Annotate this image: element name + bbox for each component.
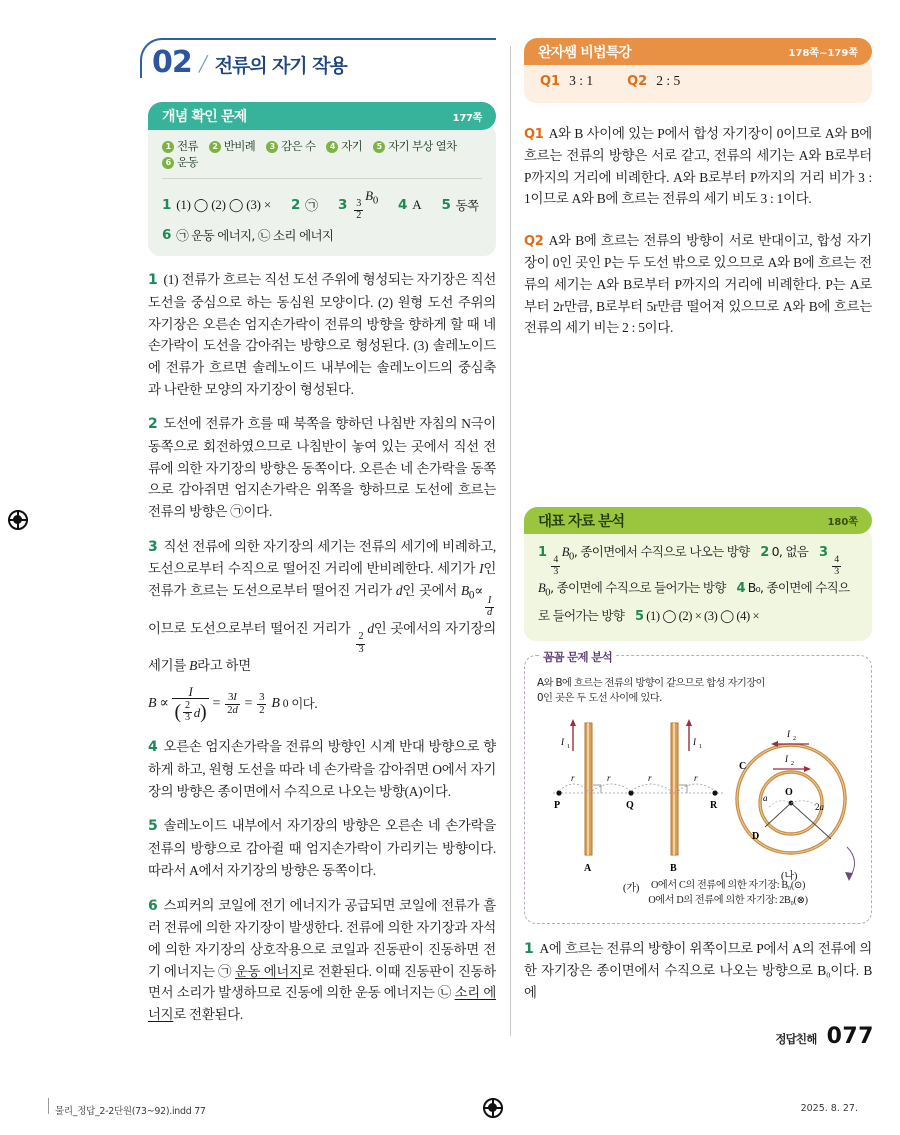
analysis-lead-line1: A와 B에 흐르는 전류의 방향이 같으므로 합성 자기장이: [537, 676, 765, 689]
data-analysis-title: 대표 자료 분석: [538, 514, 625, 531]
answer-item: [162, 197, 271, 213]
solution-text: 솔레노이드 내부에서 자기장의 방향은 오른손 네 손가락을 전류의 방향으로 감아쥘 때 엄지손가락이 가리키는 방향이다. 따라서 A에서 자기장의 방향은 동쪽이다.: [148, 818, 496, 878]
q2-solution-paragraph: [524, 230, 872, 339]
q2-answer: [627, 72, 680, 90]
svg-text:r: r: [694, 772, 698, 783]
figure-notes: [599, 878, 857, 909]
keyword-item: [326, 138, 362, 154]
solution-text-a: 직선 전류에 의한 자기장의 세기는 전류의 세기에 비례하고, 도선으로부터 수직으로 떨어진 거리에 반비례한다. 세기가: [148, 538, 496, 577]
solution-number: 5: [148, 818, 158, 835]
svg-text:I: I: [787, 728, 790, 739]
chapter-number: 02: [152, 45, 192, 80]
keyword-badge: 4: [326, 141, 338, 153]
bottom-solution-text: A에 흐르는 전류의 방향이 위쪽이므로 P에서 A의 전류에 의한 자기장은 종이면에서 수직으로 나오는 방향으로 B₀이다. B에: [524, 940, 872, 1000]
q1-answer: [540, 72, 593, 90]
concept-panel-tab: [148, 102, 496, 130]
analysis-lead-line2: 0인 곳은 두 도선 사이에 있다.: [537, 692, 662, 705]
page-number-label: 정답친해: [775, 1032, 817, 1046]
answer-value: A: [412, 196, 422, 212]
q2-solution-text: A와 B에 흐르는 전류의 방향이 서로 반대이고, 합성 자기장이 0인 곳인 P는 두 도선 밖으로 있으므로 A와 B에 흐르는 전류의 세기는 A와 B로부터 P까지의 거리에 비례한다. P는 A로부터 2r만큼, B로부터 5r만큼 떨어져 있으므로 A와 B에 흐르는 전류의 세기 비는 2 : 5이다.: [524, 233, 872, 336]
ga-number-1: 1: [538, 545, 547, 561]
q1-value: 3 : 1: [569, 73, 594, 88]
figure-area: [537, 711, 859, 911]
q2-value: 2 : 5: [656, 73, 681, 88]
solution-text: 오른손 엄지손가락을 전류의 방향인 시계 반대 방향으로 향하게 하고, 원형 도선을 따라 네 손가락을 감아쥐면 O에서 자기장의 방향은 종이면에서 수직으로 나오는 방향(A)이다.: [148, 739, 496, 799]
solution-number: 1: [148, 272, 158, 289]
keyword-label: 감은 수: [281, 139, 316, 153]
answer-number: 5: [441, 196, 451, 213]
q2-solution-label: Q2: [524, 234, 544, 250]
figure-note-2: O에서 D의 전류에 의한 자기장: 2B₀(⊗): [648, 895, 808, 907]
concept-panel-title: 개념 확인 문제: [162, 109, 247, 125]
solution-text-3: 로 전환된다.: [173, 1006, 243, 1022]
answer-number: 3: [337, 196, 348, 213]
answer-value-math: $\frac{3}{2}$ $B_0$: [356, 188, 379, 221]
svg-text:2: 2: [791, 760, 794, 767]
solution-number: 6: [148, 897, 158, 914]
answer-number: 6: [162, 227, 172, 244]
svg-text:I: I: [785, 753, 788, 764]
symbol-I: I: [479, 561, 484, 577]
svg-text:2: 2: [793, 735, 796, 742]
analysis-lead-text: [537, 676, 859, 707]
special-lecture-tab: [524, 38, 872, 65]
svg-text:r: r: [607, 772, 611, 783]
solution-text-1: 스피커의 코일에 전기 에너지가 공급되면 코일에 전류가 흘러 전류에 의한 자기장이 발생한다. 전류에 의한 자기장과 자석에 의한 자기장의 상호작용으로 코일과 진동판이 진동하면 전기 에너지는 ㉠: [148, 897, 496, 979]
svg-text:1: 1: [567, 743, 570, 750]
equation-line-3: B ∝ I ( $\frac{2}{3}$ d ) = $\frac{3I}{2d}$ = $\frac{3}{2}$ B 0 이다.: [148, 684, 318, 724]
answer-value: (1) ◯ (2) ◯ (3) ×: [176, 196, 271, 212]
answer-row-2: [162, 226, 482, 244]
answer-value: ㉠ 운동 에너지, ㉡ 소리 에너지: [176, 228, 334, 244]
solution-paragraph-1: [148, 269, 496, 400]
solution-text-d: 이므로 도선으로부터 떨어진 거리가: [148, 621, 355, 637]
column-divider: [510, 46, 511, 1036]
answer-item: [162, 226, 333, 244]
svg-text:r: r: [571, 772, 575, 783]
data-analysis-body: [524, 528, 872, 641]
footer-date: 2025. 8. 27.: [800, 1103, 858, 1114]
svg-text:I: I: [561, 736, 564, 747]
ga-text-1: , 종이면에서 수직으로 나오는 방향: [573, 544, 750, 560]
chapter-header: [148, 38, 496, 92]
keyword-label: 자기 부상 열차: [388, 139, 457, 153]
ga-text-2: 0, 없음: [771, 544, 809, 560]
special-lecture-panel: [524, 38, 872, 103]
q1-solution-text: A와 B 사이에 있는 P에서 합성 자기장이 0이므로 A와 B에 흐르는 전류의 방향은 서로 같고, 전류의 세기는 A와 B로부터 P까지의 거리에 비례한다. A와 B로부터 P까지의 거리 비가 3 : 1이므로 A와 B에 흐르는 전류의 세기 비도 3 : 1이다.: [524, 126, 872, 207]
solution-text-b: 인 전류가 흐르는 도선으로부터 떨어진 거리가: [148, 561, 496, 599]
bottom-solution-paragraph: [524, 938, 872, 1004]
special-lecture-title: 완자쌤 비법특강: [538, 44, 632, 61]
answer-item: [398, 197, 421, 213]
solution-text: (1) 전류가 흐르는 직선 도선 주위에 형성되는 자기장은 직선 도선을 중심으로 하는 동심원 모양이다. (2) 원형 도선 주위의 자기장은 오른손 엄지손가락이 전류의 방향을 향하게 할 때 네 손가락이 도선을 감아쥐는 방향으로 형성된다. (3) 솔레노이드에 전류가 흐르면 솔레노이드 내부에는 솔레노이드의 중심축과 나란한 모양의 자기장이 형성된다.: [148, 272, 496, 397]
footer-file-name: 물리_정답_2-2단원(73~92).indd 77: [55, 1106, 206, 1117]
concept-panel-page-ref: 177쪽: [452, 112, 482, 124]
svg-text:C: C: [739, 760, 747, 772]
footer-rule: [48, 1098, 49, 1114]
solution-number: 3: [148, 538, 158, 555]
svg-text:(가): (가): [623, 882, 640, 894]
solution-number: 4: [148, 739, 158, 756]
answer-item: [291, 195, 318, 214]
page-number-value: 077: [826, 1024, 874, 1049]
solution-text-2: 로 전환된다. 이때 진동판이 진동하면서 소리가 발생하므로 진동에 의한 운동 에너지는 ㉡: [148, 963, 496, 1001]
data-analysis-tab: [524, 507, 872, 534]
keyword-row: [162, 138, 482, 179]
bottom-solution-number: 1: [524, 940, 534, 957]
ga-text-3: , 종이면에 수직으로 들어가는 방향: [550, 580, 726, 596]
solution-paragraph-6: [148, 895, 496, 1026]
keyword-item: [162, 154, 198, 170]
underlined-term-1: 운동 에너지: [234, 963, 302, 979]
solution-text-c: 인 곳에서: [402, 583, 461, 599]
ga-number-3: 3: [818, 545, 828, 561]
problem-analysis-box: [524, 649, 872, 924]
chapter-slash-icon: ╱: [198, 57, 208, 73]
concept-panel-body: [148, 124, 496, 256]
ga-text-5: (1) ◯ (2) × (3) ◯ (4) ×: [646, 609, 760, 624]
keyword-badge: 5: [373, 141, 385, 153]
answer-number: 4: [398, 196, 408, 213]
svg-text:1: 1: [699, 743, 702, 750]
ga-text-4: B₀, 종이면에 수직으로 들어가는 방향: [538, 580, 850, 624]
data-analysis-page-ref: 180쪽: [827, 517, 858, 529]
solution-paragraph-3: [148, 536, 496, 724]
underlined-term-2: 소리 에너지: [148, 985, 497, 1022]
svg-text:a: a: [763, 792, 768, 803]
solution-paragraph-5: [148, 815, 496, 881]
registration-dot-left: [13, 515, 22, 524]
concept-check-panel: [148, 102, 496, 256]
q2-label: Q2: [627, 74, 648, 89]
keyword-item: [373, 138, 456, 154]
solution-text-e: 인 곳에서의 자기장의 세기를: [148, 621, 496, 674]
left-column: [148, 38, 496, 1026]
answer-value: 동쪽: [455, 197, 479, 213]
symbol-d: d: [395, 583, 403, 599]
symbol-B: B: [189, 658, 198, 674]
svg-text:P: P: [554, 799, 561, 811]
ga-fraction-3: $\frac{4}{3}$ $B_0$: [538, 553, 839, 599]
keyword-item: [162, 138, 198, 154]
ga-fraction-1: $\frac{4}{3}$ $B_0$: [553, 545, 574, 577]
keyword-label: 운동: [177, 155, 198, 169]
q1-solution-paragraph: [524, 123, 872, 210]
ga-number-2: 2: [760, 545, 769, 561]
keyword-label: 자기: [341, 139, 363, 153]
right-column: [524, 38, 872, 1004]
keyword-badge: 6: [162, 157, 174, 169]
solution-number: 2: [148, 416, 158, 433]
svg-text:Q: Q: [626, 799, 634, 811]
svg-text:2a: 2a: [815, 801, 824, 812]
ga-number-4: 4: [736, 581, 746, 597]
svg-text:A: A: [584, 862, 592, 874]
svg-text:(나): (나): [781, 870, 798, 882]
figure-parallel-wires: [543, 715, 738, 900]
svg-text:D: D: [752, 830, 760, 842]
q1-solution-label: Q1: [524, 127, 544, 142]
ga-number-5: 5: [634, 609, 644, 625]
keyword-item: [209, 138, 255, 154]
special-lecture-body: [524, 59, 872, 103]
solution-text-f: 라고 하면: [197, 658, 251, 674]
keyword-label: 전류: [177, 139, 198, 153]
keyword-item: [266, 138, 315, 154]
formula-b0-prop: $B_0\propto$ $\frac{I}{d}$: [460, 583, 492, 618]
svg-text:O: O: [785, 786, 793, 798]
svg-text:B: B: [670, 862, 677, 874]
special-lecture-page-ref: 178쪽~179쪽: [788, 48, 858, 59]
figure-note-1: O에서 C의 전류에 의한 자기장: B₀(⊙): [650, 879, 806, 891]
keyword-badge: 2: [209, 141, 221, 153]
registration-dot-bottom: [488, 1103, 497, 1112]
svg-text:r: r: [648, 772, 652, 783]
problem-analysis-title: 꼼꼼 문제 분석: [539, 649, 616, 665]
solution-paragraph-4: [148, 736, 496, 802]
formula-two-thirds-d: $\frac{2}{3}$ d: [358, 621, 374, 655]
solution-paragraph-2: [148, 413, 496, 522]
figure-concentric-loops: [719, 711, 869, 896]
answer-row-1: [162, 188, 482, 221]
page-number-block: [775, 1024, 874, 1049]
answer-number: 2: [290, 196, 301, 213]
keyword-badge: 3: [266, 141, 278, 153]
svg-text:R: R: [710, 799, 718, 811]
data-analysis-panel: [524, 507, 872, 641]
answer-value: ㉠: [305, 198, 318, 214]
chapter-title: 전류의 자기 작용: [214, 55, 347, 77]
keyword-label: 반비례: [223, 139, 256, 153]
answer-number: 1: [162, 196, 172, 213]
solution-text: 도선에 전류가 흐를 때 북쪽을 향하던 나침반 자침의 N극이 동쪽으로 회전하였으므로 나침반이 놓여 있는 곳에서 직선 전류에 의한 자기장의 방향은 동쪽이다. 오른손 네 손가락을 동쪽으로 감아쥐면 엄지손가락은 위쪽을 향하므로 도선에 흐르는 전류의 방향은 ㉠이다.: [148, 416, 496, 520]
answer-item-fraction: [338, 188, 378, 221]
svg-text:I: I: [693, 736, 696, 747]
answer-item: [441, 196, 478, 214]
keyword-badge: 1: [162, 141, 174, 153]
q1-label: Q1: [540, 74, 561, 89]
